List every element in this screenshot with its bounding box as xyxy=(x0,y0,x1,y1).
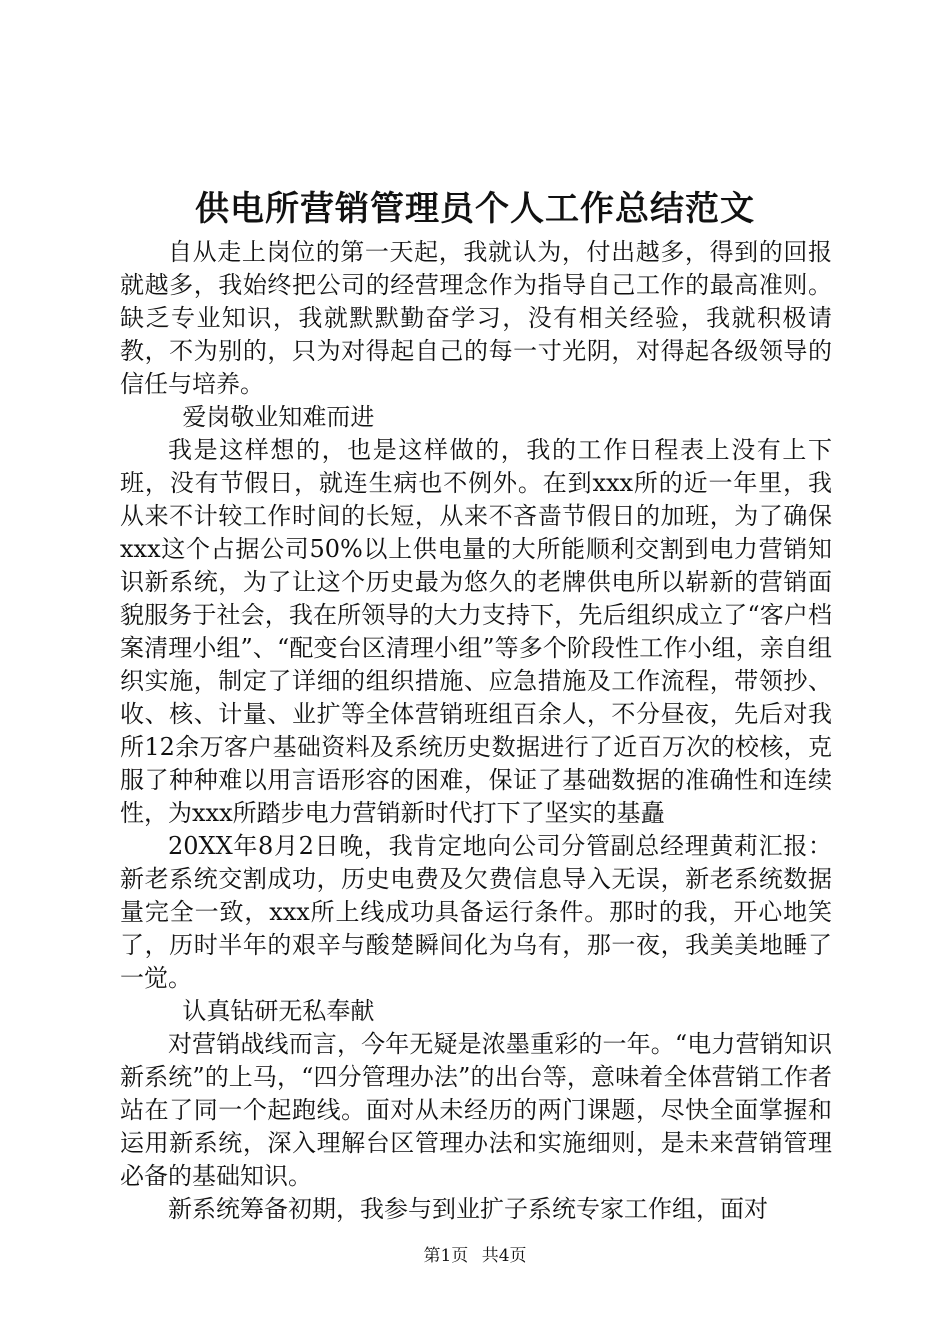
document-title: 供电所营销管理员个人工作总结范文 xyxy=(195,189,755,229)
paragraph-intro: 自从走上岗位的第一天起，我就认为，付出越多，得到的回报就越多，我始终把公司的经营理念作为指导自己工作的最高准则。缺乏专业知识，我就默默勤奋学习，没有相关经验，我就积极请教，不为别的，只为对得起自己的每一寸光阴，对得起各级领导的信任与培养。 xyxy=(120,238,832,398)
page-total: 共4页 xyxy=(481,1246,527,1266)
paragraph-new-system: 新系统筹备初期，我参与到业扩子系统专家工作组，面对 xyxy=(168,1195,768,1223)
paragraph-system-handover: 20XX年8月2日晚，我肯定地向公司分管副总经理黄莉汇报：新老系统交割成功，历史电费及欠费信息导入无误，新老系统数据量完全一致，xxx所上线成功具备运行条件。那时的我，开心地笑了，历时半年的艰辛与酸楚瞬间化为乌有，那一夜，我美美地睡了一觉。 xyxy=(120,832,832,992)
section-heading-dedication: 爱岗敬业知难而进 xyxy=(182,403,375,431)
paragraph-marketing-year: 对营销战线而言，今年无疑是浓墨重彩的一年。“电力营销知识新系统”的上马，“四分管理办法”的出台等，意味着全体营销工作者站在了同一个起跑线。面对从未经历的两门课题，尽快全面掌握和运用新系统，深入理解台区管理办法和实施细则，是未来营销管理必备的基础知识。 xyxy=(120,1030,832,1190)
page-number: 第1页 xyxy=(423,1246,469,1266)
paragraph-dedication: 我是这样想的，也是这样做的，我的工作日程表上没有上下班，没有节假日，就连生病也不例外。在到xxx所的近一年里，我从来不计较工作时间的长短，从来不吝啬节假日的加班，为了确保xxx这个占据公司50%以上供电量的大所能顺利交割到电力营销知识新系统，为了让这个历史最为悠久的老牌供电所以崭新的营销面貌服务于社会，我在所领导的大力支持下，先后组织成立了“客户档案清理小组”、“配变台区清理小组”等多个阶段性工作小组，亲自组织实施，制定了详细的组织措施、应急措施及工作流程，带领抄、收、核、计量、业扩等全体营销班组百余人，不分昼夜，先后对我所12余万客户基础资料及系统历史数据进行了近百万次的校核，克服了种种难以用言语形容的困难，保证了基础数据的准确性和连续性，为xxx所踏步电力营销新时代打下了坚实的基矗 xyxy=(120,436,832,827)
page-footer xyxy=(0,1244,950,1268)
section-heading-study: 认真钻研无私奉献 xyxy=(182,997,375,1025)
document-body xyxy=(120,236,832,1226)
